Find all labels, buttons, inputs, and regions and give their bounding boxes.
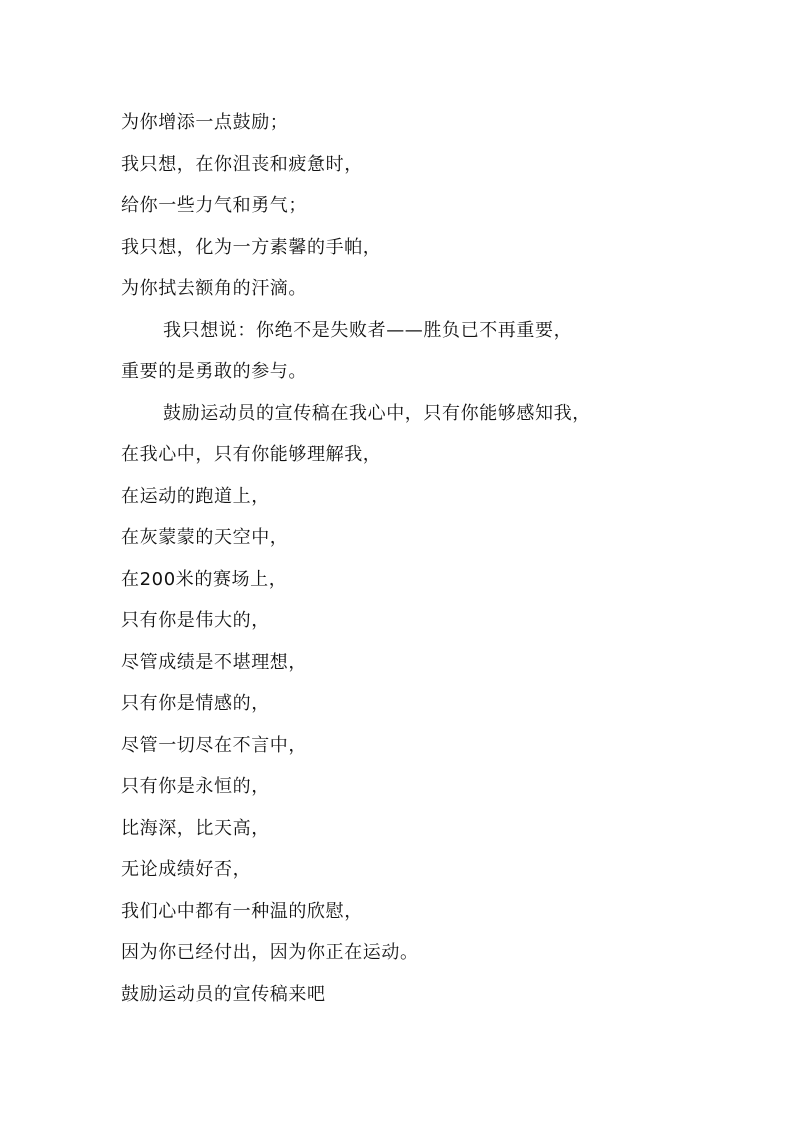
- text-line: 重要的是勇敢的参与。: [121, 361, 307, 382]
- text-line: 无论成绩好否，: [121, 859, 252, 880]
- paragraph-start-line: 我只想说：你绝不是失败者——胜负已不再重要，: [163, 319, 573, 341]
- text-line: 只有你是伟大的，: [121, 610, 270, 631]
- text-line: 尽管成绩是不堪理想，: [121, 651, 307, 673]
- text-line: 只有你是永恒的，: [121, 776, 270, 797]
- text-line: 在我心中，只有你能够理解我，: [121, 444, 382, 465]
- text-line: 在运动的跑道上，: [121, 485, 270, 507]
- text-line: 只有你是情感的，: [121, 693, 270, 714]
- text-line: 为你拭去额角的汗滴。: [121, 278, 307, 299]
- text-line: 我只想，在你沮丧和疲惫时，: [121, 153, 363, 175]
- text-line: 因为你已经付出，因为你正在运动。: [121, 942, 419, 963]
- text-line: 给你一些力气和勇气；: [121, 195, 307, 216]
- text-line: 在灰蒙蒙的天空中，: [121, 527, 289, 548]
- text-line: 我们心中都有一种温的欣慰，: [121, 900, 363, 922]
- document-body: [121, 102, 681, 1015]
- text-line: 比海深，比天高，: [121, 817, 270, 839]
- text-line: 为你增添一点鼓励；: [121, 112, 289, 133]
- text-line: 尽管一切尽在不言中，: [121, 734, 307, 756]
- text-line: 鼓励运动员的宣传稿来吧: [121, 983, 326, 1005]
- paragraph-start-line: 鼓励运动员的宣传稿在我心中，只有你能够感知我，: [163, 402, 591, 424]
- text-line: 我只想，化为一方素馨的手帕，: [121, 236, 382, 258]
- text-line: 在200米的赛场上，: [121, 568, 288, 590]
